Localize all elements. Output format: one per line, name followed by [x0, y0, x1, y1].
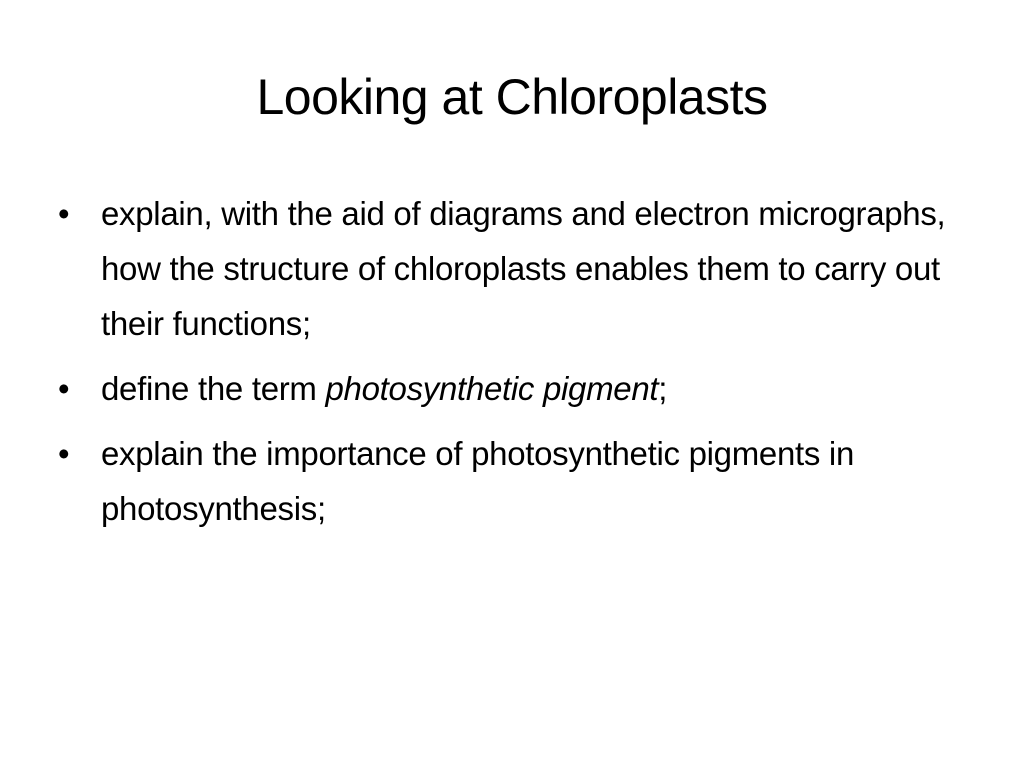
bullet-term-italic: photosynthetic pigment	[325, 370, 659, 407]
bullet-text: explain, with the aid of diagrams and electron micrographs, how the structure of chloroplasts enables them to carry out their functions;	[101, 195, 946, 342]
bullet-point-icon: •	[58, 195, 70, 232]
bullet-point-icon: •	[58, 370, 70, 407]
slide-title: Looking at Chloroplasts	[256, 69, 768, 125]
bullet-text-suffix: ;	[658, 370, 668, 407]
bullet-list	[58, 186, 970, 546]
bullet-item-definition	[58, 361, 970, 416]
bullet-text-prefix: define the term	[101, 370, 326, 407]
bullet-point-icon: •	[58, 435, 70, 472]
bullet-text: explain the importance of photosynthetic pigments in photosynthesis;	[101, 435, 855, 527]
bullet-item-structure	[58, 186, 970, 351]
bullet-item-importance	[58, 426, 970, 536]
